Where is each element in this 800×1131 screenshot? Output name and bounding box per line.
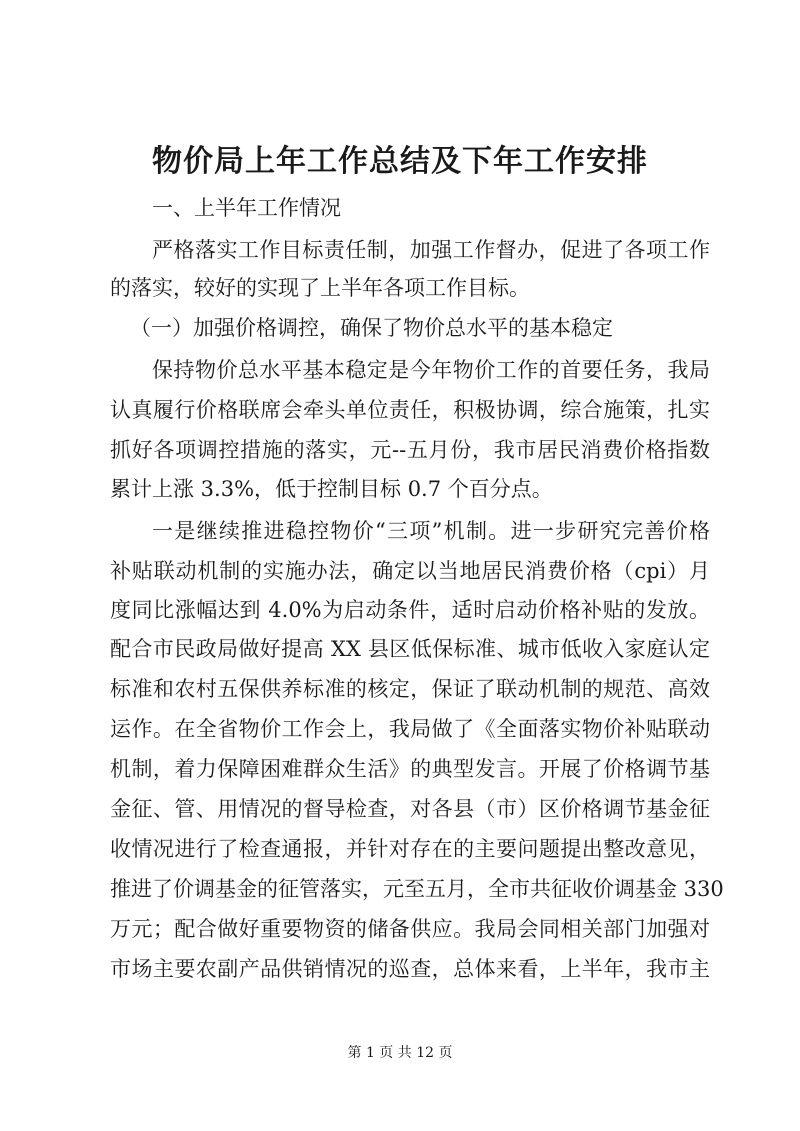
paragraph-line: 补贴联动机制的实施办法，确定以当地居民消费价格（cpi）月: [110, 559, 710, 583]
document-title: 物价局上年工作总结及下年工作安排: [152, 144, 648, 179]
paragraph-line: 一是继续推进稳控物价“三项”机制。进一步研究完善价格: [152, 519, 710, 543]
paragraph-line: 的落实，较好的实现了上半年各项工作目标。: [110, 276, 530, 300]
paragraph-line: 金征、管、用情况的督导检查，对各县（市）区价格调节基金征: [110, 797, 710, 821]
page-footer: 第 1 页 共 12 页: [347, 1045, 453, 1061]
paragraph-line: 严格落实工作目标责任制，加强工作督办，促进了各项工作: [152, 238, 710, 262]
paragraph-line: 万元；配合做好重要物资的储备供应。我局会同相关部门加强对: [110, 917, 710, 941]
paragraph-line: 收情况进行了检查通报，并针对存在的主要问题提出整改意见，: [110, 837, 710, 861]
paragraph-line: 运作。在全省物价工作会上，我局做了《全面落实物价补贴联动: [110, 717, 710, 741]
subsection-heading: （一）加强价格调控，确保了物价总水平的基本稳定: [130, 316, 613, 340]
paragraph-line: 累计上涨 3.3%，低于控制目标 0.7 个百分点。: [110, 477, 553, 501]
paragraph-line: 机制，着力保障困难群众生活》的典型发言。开展了价格调节基: [110, 757, 710, 781]
paragraph-line: 标准和农村五保供养标准的核定，保证了联动机制的规范、高效: [110, 677, 710, 701]
paragraph-line: 推进了价调基金的征管落实，元至五月，全市共征收价调基金 330: [110, 877, 724, 901]
paragraph-line: 度同比涨幅达到 4.0%为启动条件，适时启动价格补贴的发放。: [110, 598, 710, 622]
paragraph-line: 配合市民政局做好提高 XX 县区低保标准、城市低收入家庭认定: [110, 637, 710, 661]
paragraph-line: 抓好各项调控措施的落实，元--五月份，我市居民消费价格指数: [110, 438, 710, 462]
section-heading: 一、上半年工作情况: [152, 196, 341, 220]
paragraph-line: 认真履行价格联席会牵头单位责任，积极协调，综合施策，扎实: [110, 398, 710, 422]
paragraph-line: 市场主要农副产品供销情况的巡查，总体来看，上半年，我市主: [110, 957, 710, 981]
paragraph-line: 保持物价总水平基本稳定是今年物价工作的首要任务，我局: [152, 358, 710, 382]
